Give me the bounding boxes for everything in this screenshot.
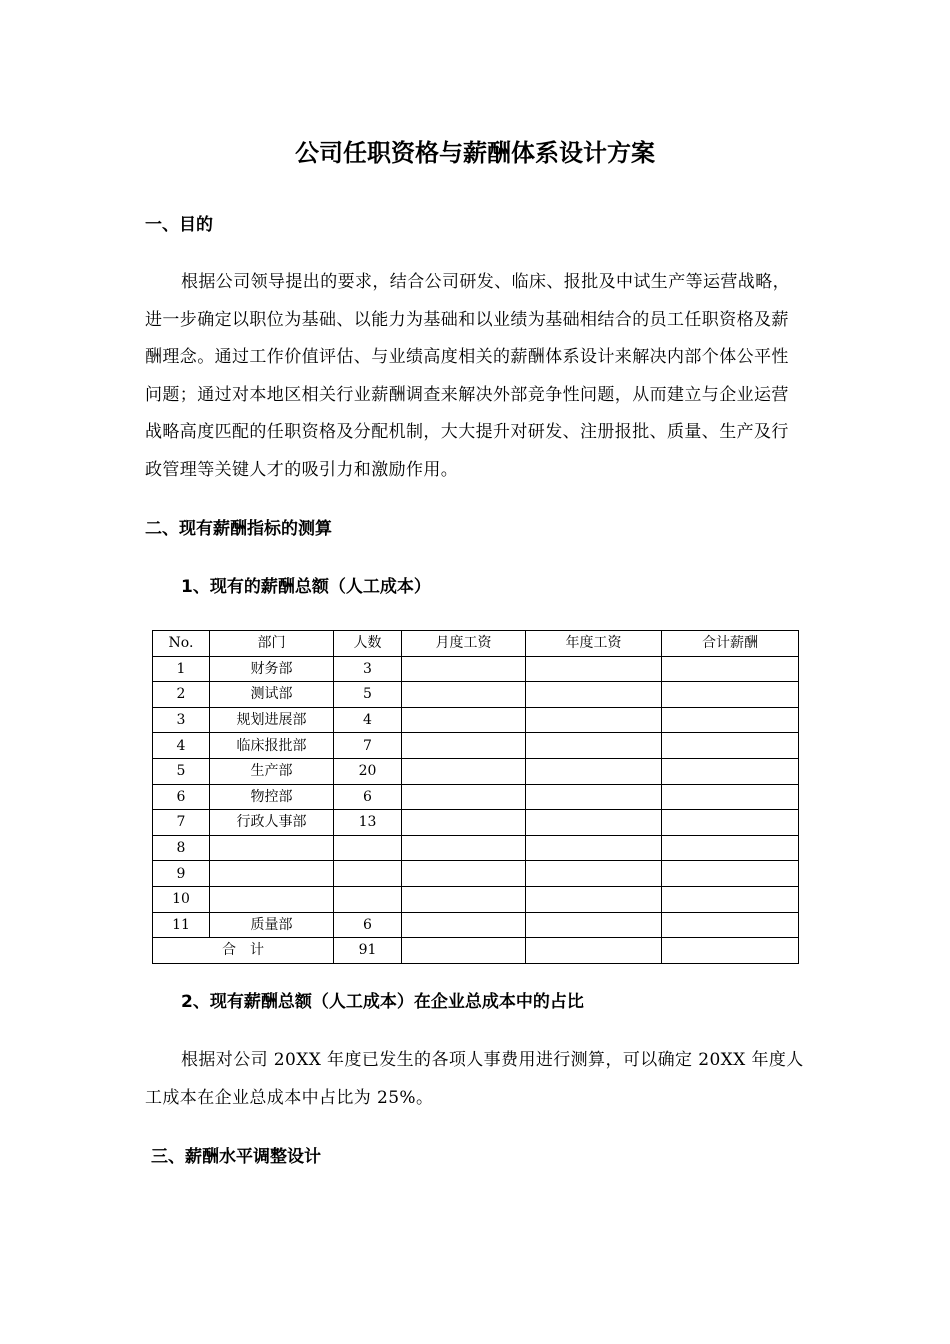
row-no: 4 bbox=[153, 733, 210, 759]
table-row bbox=[153, 861, 799, 887]
row-total-compensation bbox=[662, 861, 799, 887]
row-total-compensation bbox=[662, 682, 799, 708]
row-department: 规划进展部 bbox=[210, 707, 334, 733]
table-row bbox=[153, 886, 799, 912]
row-department: 行政人事部 bbox=[210, 810, 334, 836]
row-department: 质量部 bbox=[210, 912, 334, 938]
row-headcount: 20 bbox=[334, 758, 402, 784]
row-annual-salary bbox=[526, 707, 662, 733]
row-monthly-salary bbox=[402, 733, 526, 759]
row-annual-salary bbox=[526, 784, 662, 810]
total-label: 合 计 bbox=[153, 938, 334, 964]
section-2-heading: 二、现有薪酬指标的测算 bbox=[145, 519, 332, 539]
row-annual-salary bbox=[526, 656, 662, 682]
header-total-compensation: 合计薪酬 bbox=[662, 631, 799, 657]
table-row bbox=[153, 810, 799, 836]
row-monthly-salary bbox=[402, 656, 526, 682]
row-no: 1 bbox=[153, 656, 210, 682]
row-annual-salary bbox=[526, 835, 662, 861]
row-headcount: 13 bbox=[334, 810, 402, 836]
total-sum bbox=[662, 938, 799, 964]
row-department bbox=[210, 835, 334, 861]
row-headcount: 3 bbox=[334, 656, 402, 682]
row-annual-salary bbox=[526, 682, 662, 708]
row-no: 10 bbox=[153, 886, 210, 912]
row-annual-salary bbox=[526, 886, 662, 912]
total-headcount: 91 bbox=[334, 938, 402, 964]
header-no: No. bbox=[153, 631, 210, 657]
row-monthly-salary bbox=[402, 707, 526, 733]
section-1-paragraph: 根据公司领导提出的要求，结合公司研发、临床、报批及中试生产等运营战略，进一步确定以职位为基础、以能力为基础和以业绩为基础相结合的员工任职资格及薪酬理念。通过工作价值评估、与业绩高度相关的薪酬体系设计来解决内部个体公平性问题；通过对本地区相关行业薪酬调查来解决外部竞争性问题，从而建立与企业运营战略高度匹配的任职资格及分配机制，大大提升对研发、注册报批、质量、生产及行政管理等关键人才的吸引力和激励作用。 bbox=[145, 272, 790, 480]
row-total-compensation bbox=[662, 656, 799, 682]
row-monthly-salary bbox=[402, 784, 526, 810]
row-monthly-salary bbox=[402, 912, 526, 938]
row-total-compensation bbox=[662, 707, 799, 733]
salary-table bbox=[152, 630, 799, 964]
row-monthly-salary bbox=[402, 682, 526, 708]
row-headcount bbox=[334, 886, 402, 912]
row-no: 6 bbox=[153, 784, 210, 810]
row-headcount: 6 bbox=[334, 784, 402, 810]
row-department: 物控部 bbox=[210, 784, 334, 810]
subsection-2-paragraph: 根据对公司 20XX 年度已发生的各项人事费用进行测算，可以确定 20XX 年度人工成本在企业总成本中占比为 25%。 bbox=[145, 1050, 804, 1108]
header-monthly-salary: 月度工资 bbox=[402, 631, 526, 657]
row-no: 8 bbox=[153, 835, 210, 861]
row-no: 7 bbox=[153, 810, 210, 836]
row-annual-salary bbox=[526, 861, 662, 887]
row-monthly-salary bbox=[402, 886, 526, 912]
row-annual-salary bbox=[526, 912, 662, 938]
section-1-heading: 一、目的 bbox=[145, 215, 213, 235]
table-row bbox=[153, 912, 799, 938]
row-no: 11 bbox=[153, 912, 210, 938]
row-total-compensation bbox=[662, 784, 799, 810]
table-row bbox=[153, 707, 799, 733]
row-total-compensation bbox=[662, 912, 799, 938]
table-row bbox=[153, 758, 799, 784]
row-total-compensation bbox=[662, 835, 799, 861]
row-annual-salary bbox=[526, 758, 662, 784]
row-no: 9 bbox=[153, 861, 210, 887]
row-headcount: 4 bbox=[334, 707, 402, 733]
section-3-heading: 三、薪酬水平调整设计 bbox=[151, 1147, 321, 1167]
row-headcount: 5 bbox=[334, 682, 402, 708]
row-total-compensation bbox=[662, 886, 799, 912]
row-headcount bbox=[334, 861, 402, 887]
table-row bbox=[153, 682, 799, 708]
row-no: 3 bbox=[153, 707, 210, 733]
row-total-compensation bbox=[662, 733, 799, 759]
table-row bbox=[153, 784, 799, 810]
header-annual-salary: 年度工资 bbox=[526, 631, 662, 657]
row-department: 财务部 bbox=[210, 656, 334, 682]
table-row bbox=[153, 733, 799, 759]
table-row bbox=[153, 656, 799, 682]
row-department: 临床报批部 bbox=[210, 733, 334, 759]
row-annual-salary bbox=[526, 810, 662, 836]
header-headcount: 人数 bbox=[334, 631, 402, 657]
row-total-compensation bbox=[662, 758, 799, 784]
row-headcount bbox=[334, 835, 402, 861]
document-title: 公司任职资格与薪酬体系设计方案 bbox=[295, 139, 655, 167]
row-no: 2 bbox=[153, 682, 210, 708]
row-total-compensation bbox=[662, 810, 799, 836]
row-monthly-salary bbox=[402, 835, 526, 861]
total-monthly bbox=[402, 938, 526, 964]
header-department: 部门 bbox=[210, 631, 334, 657]
subsection-1-heading: 1、现有的薪酬总额（人工成本） bbox=[181, 577, 431, 597]
row-headcount: 7 bbox=[334, 733, 402, 759]
row-monthly-salary bbox=[402, 758, 526, 784]
row-department bbox=[210, 861, 334, 887]
subsection-2-heading: 2、现有薪酬总额（人工成本）在企业总成本中的占比 bbox=[181, 992, 584, 1012]
row-annual-salary bbox=[526, 733, 662, 759]
table-total-row bbox=[153, 938, 799, 964]
row-department: 测试部 bbox=[210, 682, 334, 708]
row-monthly-salary bbox=[402, 861, 526, 887]
total-annual bbox=[526, 938, 662, 964]
row-no: 5 bbox=[153, 758, 210, 784]
row-headcount: 6 bbox=[334, 912, 402, 938]
row-monthly-salary bbox=[402, 810, 526, 836]
table-header-row bbox=[153, 631, 799, 657]
table-row bbox=[153, 835, 799, 861]
row-department bbox=[210, 886, 334, 912]
row-department: 生产部 bbox=[210, 758, 334, 784]
